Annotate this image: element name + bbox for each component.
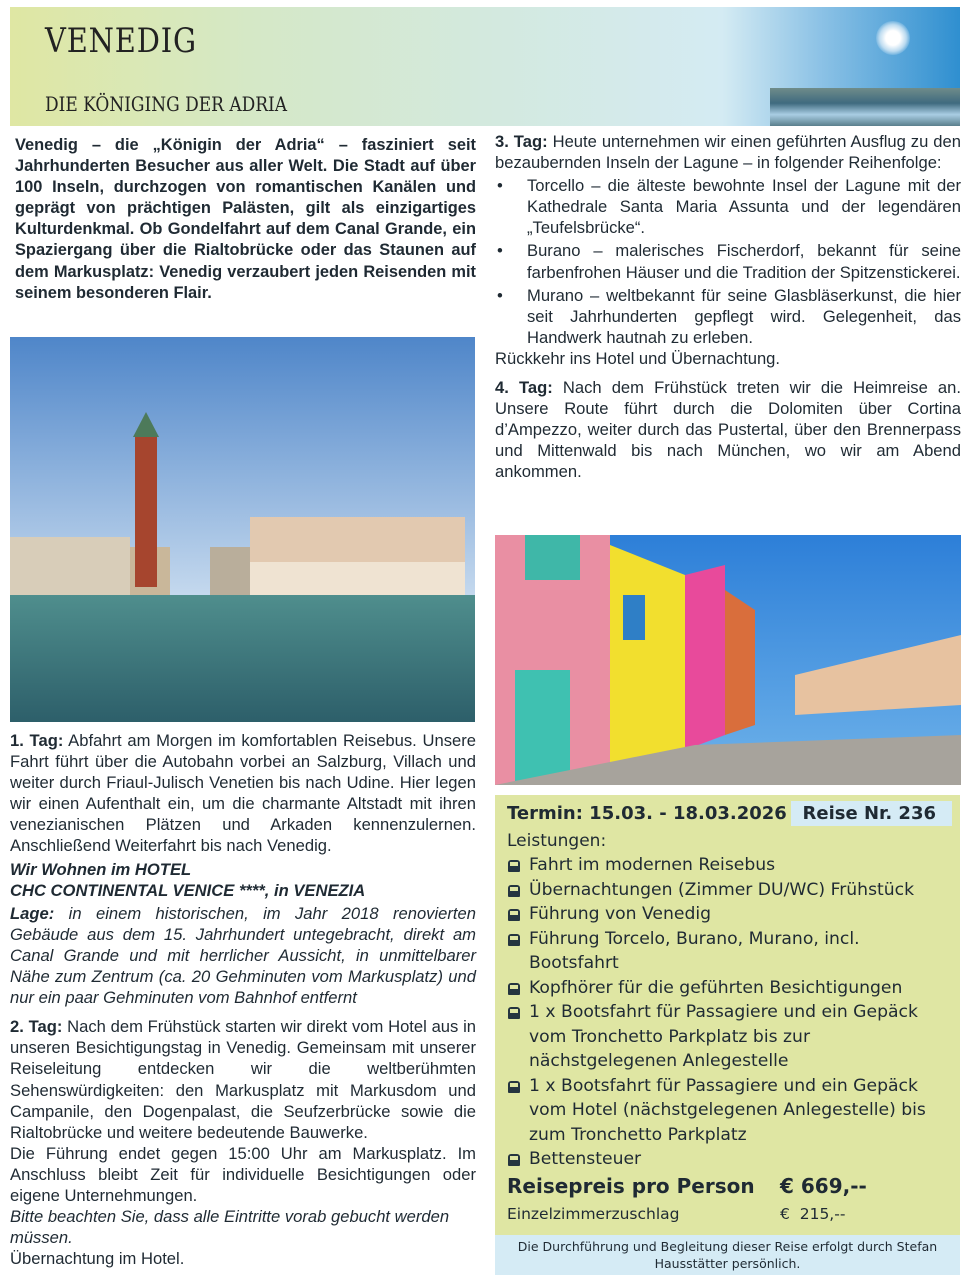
list-item: 1 x Bootsfahrt für Passagiere und ein Gepäck vom Tronchetto Parkplatz bis zur nächstgelegenen Anlegestelle (507, 1000, 947, 1074)
bus-icon (508, 1081, 520, 1093)
header-banner (10, 7, 960, 126)
bus-icon (508, 885, 520, 897)
lage-label: Lage: (10, 903, 55, 923)
venice-photo (10, 337, 475, 722)
single-supplement-value: € 215,-- (780, 1205, 846, 1223)
services-label: Leistungen: (507, 831, 607, 851)
day2-end: Übernachtung im Hotel. (10, 1249, 185, 1269)
day3-label: 3. Tag: (495, 132, 548, 151)
list-item: Übernachtungen (Zimmer DU/WC) Frühstück (507, 878, 947, 903)
list-item: Führung von Venedig (507, 902, 947, 927)
day4-text: Nach dem Frühstück treten wir die Heimreise an. Unsere Route führt durch die Dolomiten über Cortina d’Ampezzo, weiter durch das Pustertal, über den Brennerpass und Mittenwald bis nach München, wo wir am Abend ankommen. (495, 378, 961, 482)
bus-icon (508, 860, 520, 872)
trip-info-box (495, 795, 960, 1275)
single-supplement-label: Einzelzimmerzuschlag (507, 1205, 680, 1223)
list-item: Führung Torcelo, Burano, Murano, incl. Bootsfahrt (507, 927, 947, 976)
day4-label: 4. Tag: (495, 378, 553, 398)
day2-text: Nach dem Frühstück starten wir direkt vom Hotel aus in unseren Besichtigungstag in Venedig. Gemeinsam mit unserer Reiseleitung entdecken wir die weltberühmten Sehenswürdigkeiten: den Markusplatz mit Markusdom und Campanile, den Dogenpalast, die Seufzerbrücke sowie die Rialtobrücke und weitere bedeutende Bauwerke. (10, 1017, 476, 1142)
day2-note: Bitte beachten Sie, dass alle Eintritte vorab gebucht werden müssen. (10, 1207, 450, 1248)
bus-icon (508, 1007, 520, 1019)
list-item: • Murano – weltbekannt für seine Glasbläserkunst, die hier seit Jahrhunderten gepflegt wird. Gelegenheit, das Handwerk hautnah zu erleben. (495, 285, 961, 348)
intro-section (10, 135, 476, 304)
bus-icon (508, 934, 520, 946)
list-item: Kopfhörer für die geführten Besichtigungen (507, 976, 947, 1001)
day3-section (495, 131, 961, 483)
list-item: Bettensteuer (507, 1147, 947, 1172)
trip-number: Reise Nr. 236 (791, 801, 952, 826)
lage-text: in einem historischen, im Jahr 2018 renovierten Gebäude aus dem 15. Jahrhundert untegebracht, direkt am Canal Grande und mit herrlicher Aussicht, in unmittelbarer Nähe zum Zentrum (ca. 20 Gehminuten vom Markusplatz) und nur ein paar Gehminuten vom Bahnhof entfernt (10, 903, 476, 1008)
day3-end: Rückkehr ins Hotel und Übernachtung. (495, 348, 781, 368)
list-item: Fahrt im modernen Reisebus (507, 853, 947, 878)
list-item: • Burano – malerisches Fischerdorf, bekannt für seine farbenfrohen Häuser und die Tradition der Spitzenstickerei. (495, 240, 961, 282)
intro-text: Venedig – die „Königin der Adria“ – fasziniert seit Jahrhunderten Besucher aus aller Welt. Die Stadt auf über 100 Inseln, durchzogen von romantischen Kanälen und geprägt von prächtigen Palästen, gilt als einzigartiges Kulturdenkmal. Ob Gondelfahrt auf dem Canal Grande, ein Spaziergang über die Rialtobrücke oder das Staunen auf dem Markusplatz: Venedig verzaubert jeden Reisenden mit seinem besonderen Flair. (15, 136, 476, 302)
day1-text: Abfahrt am Morgen im komfortablen Reisebus. Unsere Fahrt führt über die Autobahn vorbei an Salzburg, Villach und weiter durch Friaul-Julisch Venetien bis nach Udine. Hier legen wir einen Aufenthalt ein, um die charmante Altstadt mit ihren venezianischen Plätzen und Arkaden kennenzulernen. Anschließend Weiterfahrt bis nach Venedig. (10, 731, 476, 856)
footer-note: Die Durchführung und Begleitung dieser Reise erfolgt durch Stefan Hausstätter persönlich. (495, 1235, 960, 1275)
coast-image (770, 88, 960, 126)
day2-text2: Die Führung endet gegen 15:00 Uhr am Markusplatz. Im Anschluss bleibt Zeit für individuelle Besichtigungen oder eigene Unternehmungen. (10, 1143, 476, 1205)
burano-photo (495, 535, 961, 785)
bus-icon (508, 983, 520, 995)
bus-icon (508, 1154, 520, 1166)
day2-label: 2. Tag: (10, 1017, 63, 1037)
trip-dates: Termin: 15.03. - 18.03.2026 (507, 803, 787, 824)
price-value: € 669,-- (780, 1174, 867, 1198)
price-label: Reisepreis pro Person (507, 1174, 755, 1198)
islands-list (495, 175, 961, 348)
services-list (507, 853, 947, 1172)
list-item: 1 x Bootsfahrt für Passagiere und ein Gepäck vom Hotel (nächstgelegenen Anlegestelle) bis zum Tronchetto Parkplatz (507, 1074, 947, 1148)
page-title: VENEDIG (45, 21, 197, 61)
day1-section (10, 730, 476, 1269)
hotel-line2: CHC CONTINENTAL VENICE ****, in VENEZIA (10, 880, 366, 900)
page-subtitle: DIE KÖNIGING DER ADRIA (45, 92, 288, 116)
bus-icon (508, 909, 520, 921)
list-item: • Torcello – die älteste bewohnte Insel der Lagune mit der Kathedrale Santa Maria Assunta und der legendären „Teufelsbrücke“. (495, 175, 961, 238)
hotel-line1: Wir Wohnen im HOTEL (10, 859, 192, 879)
day1-label: 1. Tag: (10, 731, 64, 750)
day3-text: Heute unternehmen wir einen geführten Ausflug zu den bezaubernden Inseln der Lagune – in folgender Reihenfolge: (495, 132, 961, 173)
sun-image (876, 21, 910, 55)
